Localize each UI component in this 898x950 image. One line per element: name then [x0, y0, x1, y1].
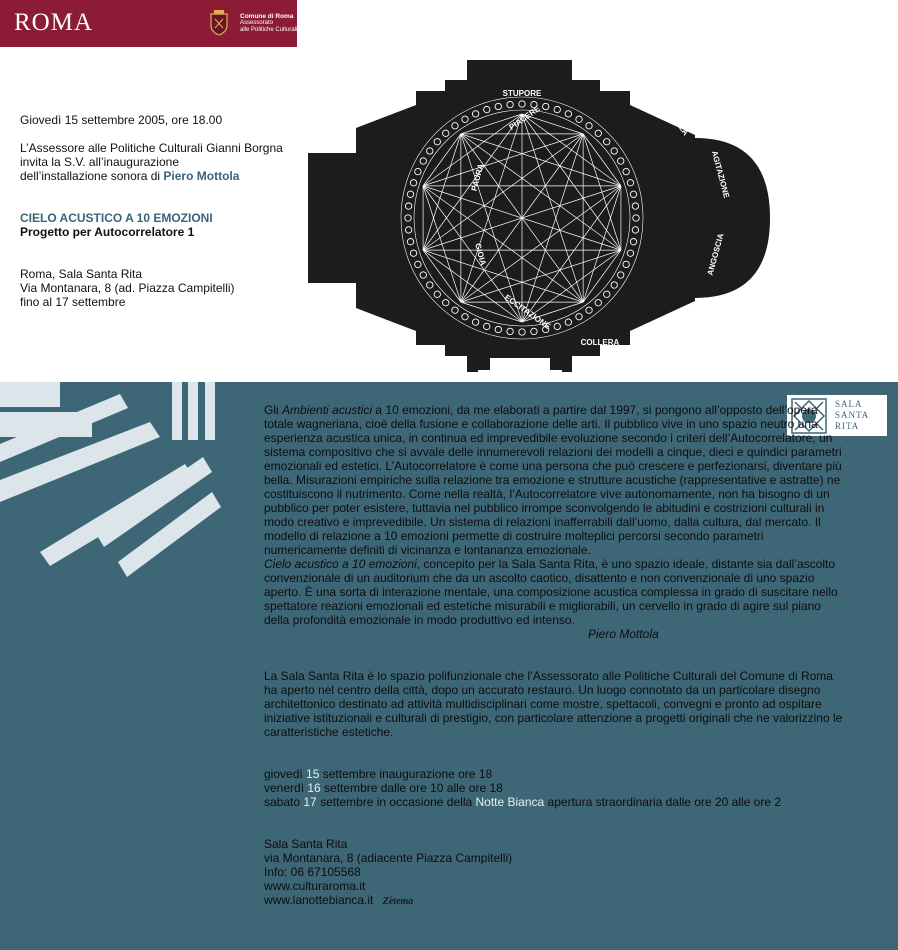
invitation-line1: L’Assessore alle Politiche Culturali Gianni Borgna [20, 141, 283, 155]
ssr-logo-line1: SALA [835, 399, 863, 409]
p1-emphasis: Ambienti acustici [282, 403, 373, 417]
emotion-label-paura: PAURA [469, 162, 486, 192]
schedule-day-1-label: giovedì [264, 767, 307, 781]
emotion-label-piacere: PIACERE [507, 104, 542, 132]
comune-line3: alle Politiche Culturali [240, 27, 298, 33]
schedule-day-2 [264, 781, 844, 795]
ssr-logo-line2: SANTA [835, 410, 870, 420]
schedule-day-1-text: settembre inaugurazione ore 18 [319, 767, 493, 781]
p2-emphasis: Cielo acustico a 10 emozioni [264, 557, 417, 571]
comune-title: Comune di Roma [240, 13, 294, 20]
schedule-day-1-number: 15 [306, 767, 320, 781]
invitation-line3-prefix: dell’installazione sonora di [20, 169, 164, 183]
contact-address: via Montanara, 8 (adiacente Piazza Campitelli) [264, 851, 513, 865]
schedule-day-3 [264, 795, 844, 809]
invitation-line3 [20, 169, 239, 183]
contact-name: Sala Santa Rita [264, 837, 348, 851]
description-paragraph-3: La Sala Santa Rita è lo spazio polifunzionale che l’Assessorato alle Politiche Culturali del Comune di Roma ha aperto nel centro della città, dopo un accurato restauro. Un luogo connotato da un particolare disegno architettonico destinato ad attività multidisciplinari come mostre, spettacoli, convegni e pronto ad ospitare iniziative istituzionali e culturali di prestigio, con particolare attenzione a progetti originali che ne valorizzino le caratteristiche estetiche. [264, 669, 843, 739]
signature: Piero Mottola [588, 627, 659, 641]
panel-text [264, 403, 844, 909]
schedule-day-2-text: settembre dalle ore 10 alle ore 18 [320, 781, 503, 795]
contact-site-2-link[interactable]: www.lanottebianca.it [264, 893, 374, 907]
schedule-day-3-label: sabato [264, 795, 304, 809]
schedule-day-1 [264, 767, 844, 781]
artist-name: Piero Mottola [163, 169, 240, 183]
roma-logo: ROMA [14, 9, 94, 36]
comune-line2: Assessorato [240, 20, 274, 26]
p1-start: Gli [264, 403, 282, 417]
emotion-label-agitazione: AGITAZIONE [709, 149, 732, 200]
schedule-day-2-number: 16 [307, 781, 321, 795]
emotion-label-gioia: GIOIA [473, 242, 488, 267]
zetema-logo: Zètema [382, 896, 414, 907]
schedule-day-3-tail: apertura straordinaria dalle ore 20 alle ore 2 [544, 795, 782, 809]
comune-caption [240, 13, 297, 34]
venue-line3: fino al 17 settembre [20, 295, 126, 309]
venue-line1: Roma, Sala Santa Rita [20, 267, 143, 281]
roma-crest-icon [209, 10, 229, 36]
schedule-day-3-text: settembre in occasione della [316, 795, 476, 809]
emotion-label-collera: COLLERA [580, 338, 620, 347]
p1-body: a 10 emozioni, da me elaborati a partire dal 1997, si pongono all’opposto dell’opera totale wagneriana, cioè della fusione e collaborazione delle arti. Il pubblico vive in uno spazio neutro una esperienza acustica unica, in continua ed imprevedibile evoluzione secondo i criteri dell’Autocorrelatore, un sistema compositivo che si avvale delle innumerevoli relazioni dei modelli a cinque, dieci e quindici parametri emozionali ed estetici. L’Autocorrelatore è come una persona che può crescere e perfezionarsi, diventare più bella. Misurazioni empiriche sulla relazione tra emozione e strutture acustiche (rappresentative e astratte) ne costituiscono il nutrimento. Come nella realtà, l’Autocorrelatore vive autonomamente, non ha bisogno di un pubblico per poter esistere, tuttavia nel pubblico irrompe sconvolgendo le abitudini e costrizioni culturali in modo creativo e imprevedibile. Un sistema di relazioni inafferrabili dall’uomo, dalla cultura, dal mercato. Il modello di relazione a 10 emozioni permette di costruire molteplici percorsi secondo parametri numericamente definiti di vicinanza e lontananza emozionale. [264, 403, 842, 557]
ssr-logo-line3: RITA [835, 421, 860, 431]
description-paragraph-1 [264, 403, 844, 557]
contact-info: Info: 06 67105568 [264, 865, 361, 879]
venue-line2: Via Montanara, 8 (ad. Piazza Campitelli) [20, 281, 235, 295]
exhibition-subtitle: Progetto per Autocorrelatore 1 [20, 225, 195, 239]
floor-plan-diagram [300, 58, 770, 374]
invitation-date: Giovedì 15 settembre 2005, ore 18.00 [20, 113, 223, 127]
emotion-label-angoscia: ANGOSCIA [705, 232, 726, 277]
emotion-label-calma: CALMA [660, 305, 689, 331]
emotion-label-eccitazione: ECCITAZIONE [502, 292, 552, 332]
schedule-day-3-number: 17 [303, 795, 317, 809]
contact-site-2 [264, 893, 844, 909]
p2-body: , concepito per la Sala Santa Rita, è uno spazio ideale, distante sia dall’ascolto convenzionale di un auditorium che da un ascolto caotico, disattento e non convenzionale di uno spazio aperto. È una sorta di interazione mentale, una composizione acustica complessa in grado di suscitare nello spettatore reazioni emozionali ed estetiche misurabili e migliorabili, un cervello in grado di agire sul piano della profondità emozionale in modo produttivo ed intenso. [264, 557, 838, 627]
notte-bianca-highlight: Notte Bianca [475, 795, 545, 809]
emotion-label-tristezza: TRISTEZZA [657, 95, 691, 138]
schedule-day-2-label: venerdì [264, 781, 308, 795]
invitation-line2: invita la S.V. all’inaugurazione [20, 155, 179, 169]
exhibition-title: CIELO ACUSTICO A 10 EMOZIONI [20, 211, 213, 225]
emotion-label-stupore: STUPORE [502, 89, 542, 98]
decorative-stripes [0, 382, 240, 592]
contact-site-1[interactable]: www.culturaroma.it [264, 879, 366, 893]
description-paragraph-2 [264, 557, 844, 627]
